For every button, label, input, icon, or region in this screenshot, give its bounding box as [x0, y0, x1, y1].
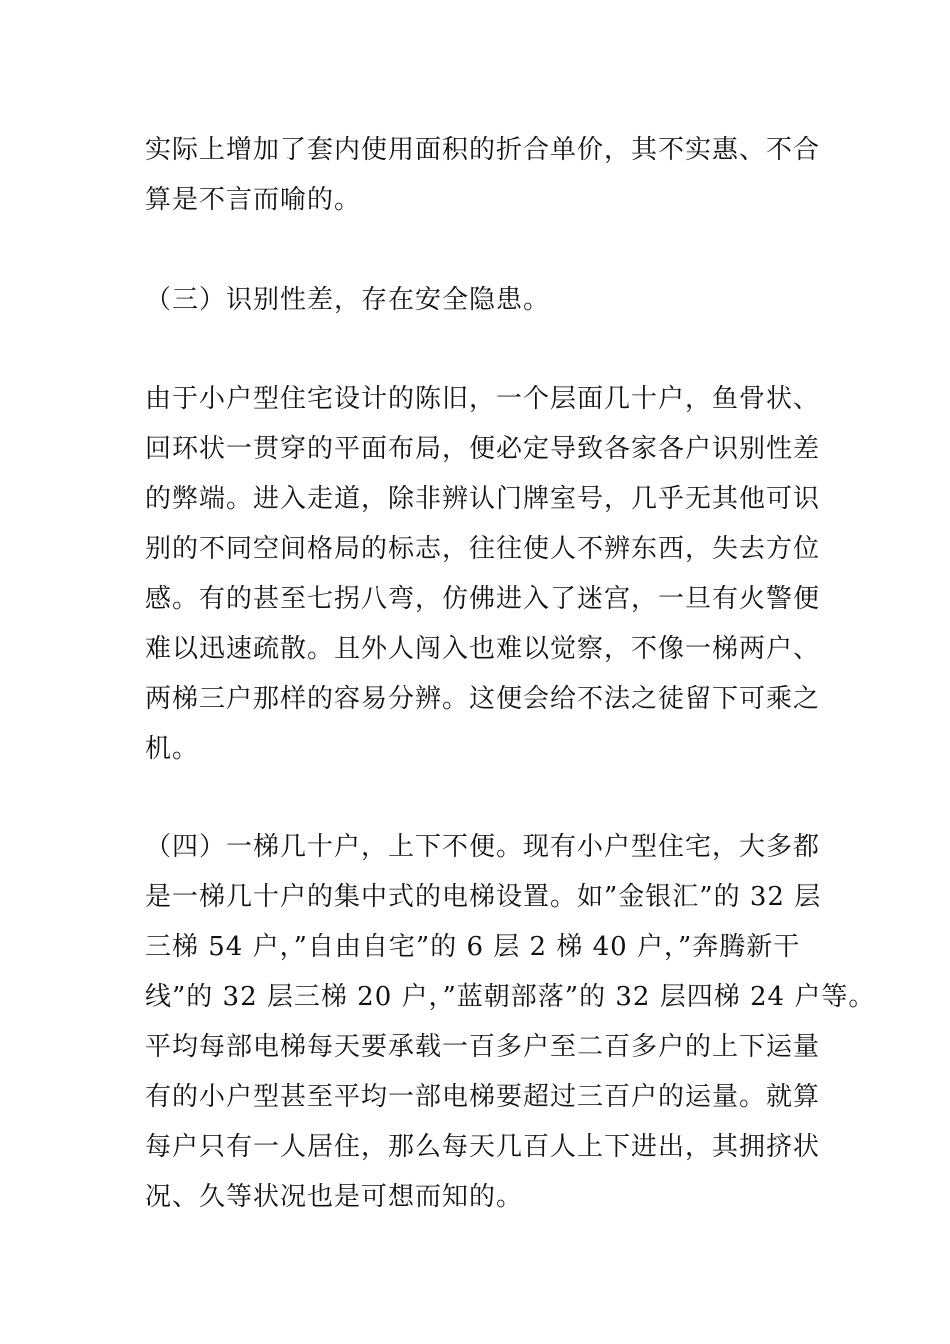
text-line: 回环状一贯穿的平面布局，便必定导致各家各户识别性差: [145, 434, 821, 464]
text-line: 是一梯几十户的集中式的电梯设置。如”金银汇”的 32 层: [145, 882, 822, 912]
text-line: 由于小户型住宅设计的陈旧，一个层面几十户，鱼骨状、: [145, 384, 821, 414]
text-line: 机。: [145, 734, 200, 764]
text-line: 况、久等状况也是可想而知的。: [145, 1182, 524, 1212]
text-line: 平均每部电梯每天要承载一百多户至二百多户的上下运量: [145, 1032, 821, 1062]
heading-line: （三）识别性差，存在安全隐患。: [145, 285, 551, 315]
text-line: 每户只有一人居住，那么每天几百人上下进出，其拥挤状: [145, 1132, 821, 1162]
text-line: 难以迅速疏散。且外人闯入也难以觉察，不像一梯两户、: [145, 634, 821, 664]
text-line: 的弊端。进入走道，除非辨认门牌室号，几乎无其他可识: [145, 484, 821, 514]
text-line: （四）一梯几十户，上下不便。现有小户型住宅，大多都: [145, 832, 821, 862]
text-line: 实际上增加了套内使用面积的折合单价，其不实惠、不合: [145, 135, 821, 165]
text-line: 两梯三户那样的容易分辨。这便会给不法之徒留下可乘之: [145, 684, 821, 714]
text-line: 三梯 54 户，”自由自宅”的 6 层 2 梯 40 户，”奔腾新干: [145, 932, 801, 962]
text-line: 有的小户型甚至平均一部电梯要超过三百户的运量。就算: [145, 1082, 821, 1112]
text-line: 别的不同空间格局的标志，往往使人不辨东西，失去方位: [145, 534, 821, 564]
text-line: 感。有的甚至七拐八弯，仿佛进入了迷宫，一旦有火警便: [145, 584, 821, 614]
text-line: 算是不言而喻的。: [145, 185, 362, 215]
text-line: 线”的 32 层三梯 20 户，”蓝朝部落”的 32 层四梯 24 户等。: [145, 982, 876, 1012]
